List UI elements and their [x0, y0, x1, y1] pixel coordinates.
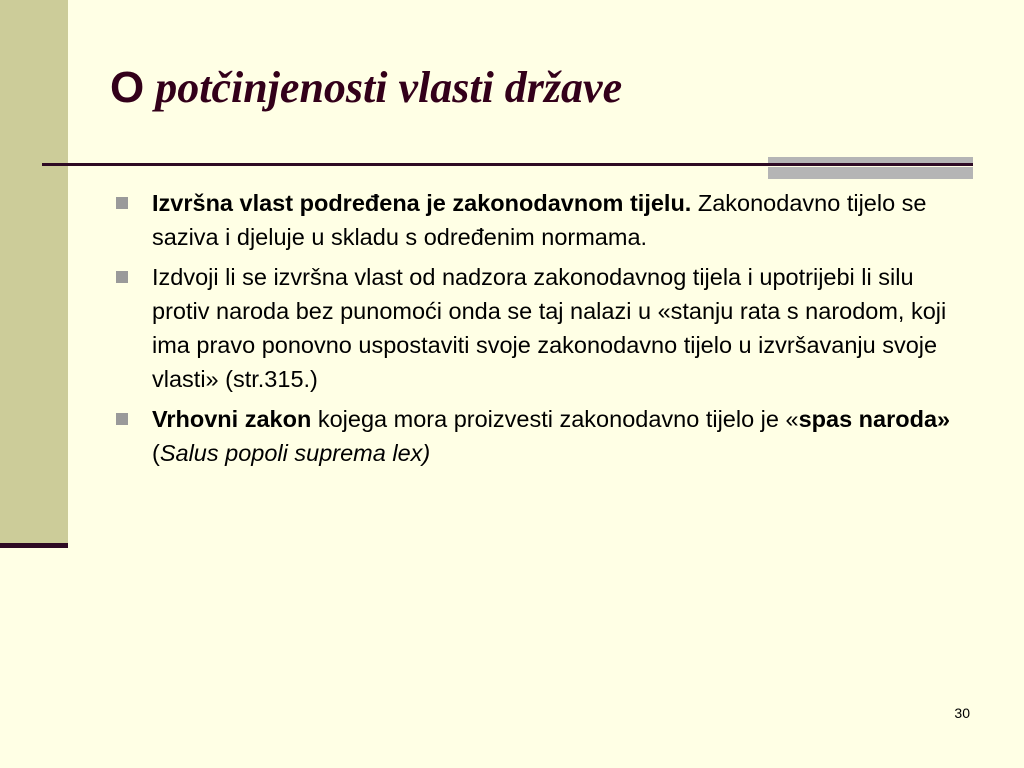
bullet-item-1	[114, 186, 964, 254]
title-bullet-o: O	[110, 63, 145, 112]
side-band	[0, 0, 68, 545]
bullet-3-bold-phrase: spas naroda»	[798, 406, 951, 432]
bullet-3-text: kojega mora proizvesti zakonodavno tijelo je «	[311, 406, 799, 432]
bullet-item-3	[114, 402, 964, 470]
side-band-line	[0, 543, 68, 548]
accent-bar-top	[768, 157, 973, 163]
title-text: potčinjenosti vlasti države	[144, 63, 623, 112]
title-accent-bars	[768, 157, 973, 179]
square-bullet-icon	[116, 413, 128, 425]
bullet-3-latin: Salus popoli suprema lex)	[159, 440, 431, 466]
bullet-item-2	[114, 260, 964, 396]
square-bullet-icon	[116, 197, 128, 209]
bullet-1-text: Zakonodavno tijelo se saziva i djeluje u skladu s određenim normama.	[152, 190, 927, 250]
bullet-3-bold: Vrhovni zakon	[152, 406, 312, 432]
accent-bar-bottom	[768, 167, 973, 179]
bullet-2-text: Izdvoji li se izvršna vlast od nadzora zakonodavnog tijela i upotrijebi li silu protiv naroda bez punomoći onda se taj nalazi u «stanju rata s narodom, koji ima pravo ponovno uspostaviti svoje zakonodavno tijelo u izvršavanju svoje vlasti» (str.315.)	[152, 264, 947, 392]
bullet-1-bold: Izvršna vlast podređena je zakonodavnom tijelu.	[152, 190, 692, 216]
bullet-3-paren: (	[152, 440, 160, 466]
slide-number: 30	[954, 705, 970, 721]
square-bullet-icon	[116, 271, 128, 283]
bullet-list	[114, 186, 964, 476]
slide-title	[110, 62, 622, 115]
